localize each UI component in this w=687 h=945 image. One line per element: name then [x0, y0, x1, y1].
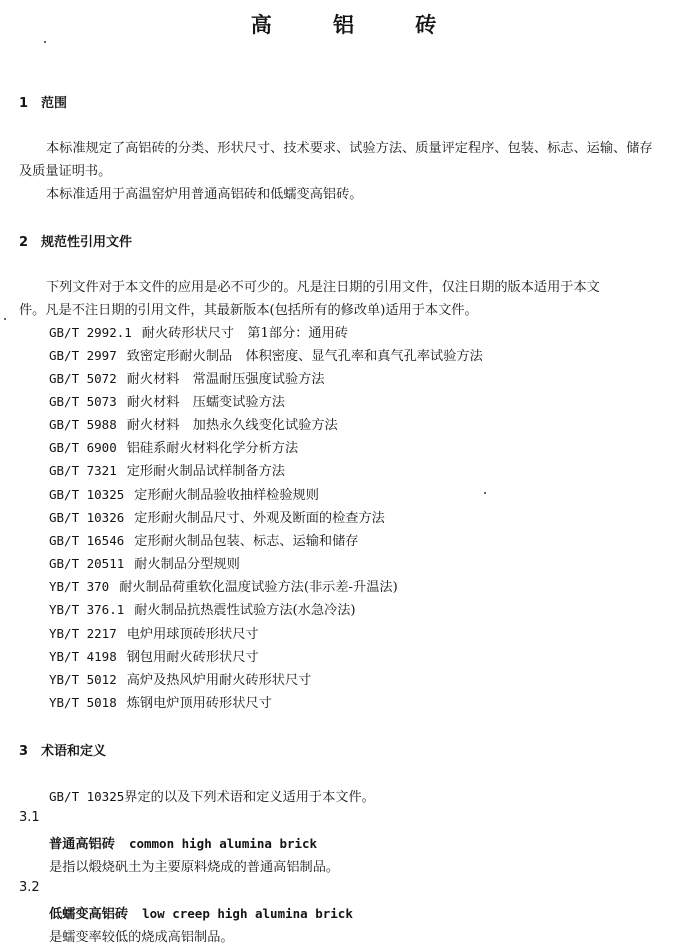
reference-item: [49, 692, 272, 711]
reference-code: GB/T 2992.1: [49, 325, 132, 340]
reference-title: 耐火制品抗热震性试验方法(水急冷法): [134, 603, 356, 618]
reference-code: GB/T 5073: [49, 394, 117, 409]
reference-code: GB/T 7321: [49, 463, 117, 478]
reference-title: 耐火材料 常温耐压强度试验方法: [126, 372, 325, 387]
reference-item: [49, 507, 385, 526]
reference-code: GB/T 20511: [49, 556, 125, 571]
term-definition: 是指以煅烧矾土为主要原料烧成的普通高铝制品。: [49, 860, 340, 875]
scope-paragraph-line-2: 及质量证明书。: [19, 164, 112, 179]
reference-code: YB/T 4198: [49, 649, 117, 664]
term-heading: [49, 833, 317, 852]
section-number: 3: [19, 744, 29, 759]
section-heading-terms-definitions: [19, 740, 106, 759]
reference-item: [49, 553, 240, 572]
reference-item: [49, 414, 338, 433]
term-name-en: common high alumina brick: [128, 836, 318, 851]
reference-code: YB/T 2217: [49, 626, 117, 641]
reference-code: GB/T 16546: [49, 533, 125, 548]
reference-item: [49, 391, 285, 410]
normative-intro-line-1: 下列文件对于本文件的应用是必不可少的。凡是注日期的引用文件，仅注日期的版本适用于本文: [46, 280, 600, 295]
reference-code: GB/T 5988: [49, 417, 117, 432]
reference-code: GB/T 10325: [49, 487, 125, 502]
reference-item: [49, 576, 398, 595]
normative-intro-line-2: 件。凡是不注日期的引用文件，其最新版本(包括所有的修改单)适用于本文件。: [19, 303, 478, 318]
reference-title: 耐火制品荷重软化温度试验方法(非示差-升温法): [119, 580, 398, 595]
scope-paragraph-line-1: 本标准规定了高铝砖的分类、形状尺寸、技术要求、试验方法、质量评定程序、包装、标志、运输、储存: [46, 141, 653, 156]
reference-item: [49, 599, 356, 618]
scope-paragraph-2: 本标准适用于高温窑炉用普通高铝砖和低蠕变高铝砖。: [46, 187, 363, 202]
term-name-zh: 低蠕变高铝砖: [49, 907, 129, 922]
reference-code: GB/T 10326: [49, 510, 125, 525]
reference-item: [49, 322, 348, 341]
terms-intro: [49, 786, 375, 805]
reference-code: GB/T 2997: [49, 348, 117, 363]
reference-title: 致密定形耐火制品 体积密度、显气孔率和真气孔率试验方法: [126, 349, 483, 364]
reference-title: 炼钢电炉顶用砖形状尺寸: [126, 696, 272, 711]
reference-item: [49, 368, 325, 387]
reference-title: 高炉及热风炉用耐火砖形状尺寸: [126, 673, 312, 688]
reference-item: [49, 646, 259, 665]
reference-item: [49, 460, 285, 479]
term-number: 3.2: [19, 880, 40, 895]
reference-title: 耐火制品分型规则: [134, 557, 240, 572]
reference-code: GB/T 5072: [49, 371, 117, 386]
section-heading-scope: [19, 92, 67, 111]
reference-code: YB/T 370: [49, 579, 110, 594]
term-name-zh: 普通高铝砖: [49, 837, 115, 852]
reference-code: YB/T 376.1: [49, 602, 125, 617]
reference-item: [49, 623, 259, 642]
term-definition: 是蠕变率较低的烧成高铝制品。: [49, 930, 234, 945]
section-number: 1: [19, 96, 29, 111]
reference-item: [49, 345, 483, 364]
terms-intro-code: GB/T 10325: [49, 789, 125, 804]
reference-item: [49, 530, 358, 549]
section-title: 范围: [41, 96, 68, 111]
term-heading: [49, 903, 353, 922]
reference-code: GB/T 6900: [49, 440, 117, 455]
scan-speck: [4, 318, 6, 320]
reference-title: 耐火砖形状尺寸 第1部分：通用砖: [141, 326, 348, 341]
reference-title: 耐火材料 加热永久线变化试验方法: [126, 418, 338, 433]
terms-intro-text: 界定的以及下列术语和定义适用于本文件。: [124, 790, 375, 805]
section-title: 规范性引用文件: [41, 235, 133, 250]
scan-speck: [44, 41, 46, 43]
reference-title: 耐火材料 压蠕变试验方法: [126, 395, 285, 410]
reference-item: [49, 669, 311, 688]
document-title: 高 铝 砖: [250, 13, 464, 37]
scan-speck: [484, 492, 486, 494]
reference-title: 钢包用耐火砖形状尺寸: [126, 650, 259, 665]
term-name-en: low creep high alumina brick: [142, 906, 353, 921]
term-number: 3.1: [19, 810, 40, 825]
section-title: 术语和定义: [41, 744, 107, 759]
reference-title: 定形耐火制品试样制备方法: [126, 464, 285, 479]
section-number: 2: [19, 235, 29, 250]
reference-code: YB/T 5012: [49, 672, 117, 687]
section-heading-normative-references: [19, 231, 132, 250]
reference-item: [49, 484, 319, 503]
reference-title: 电炉用球顶砖形状尺寸: [126, 627, 259, 642]
reference-title: 铝硅系耐火材料化学分析方法: [126, 441, 299, 456]
reference-title: 定形耐火制品尺寸、外观及断面的检查方法: [134, 511, 385, 526]
reference-title: 定形耐火制品包装、标志、运输和储存: [134, 534, 359, 549]
reference-title: 定形耐火制品验收抽样检验规则: [134, 488, 319, 503]
reference-item: [49, 437, 298, 456]
reference-code: YB/T 5018: [49, 695, 117, 710]
